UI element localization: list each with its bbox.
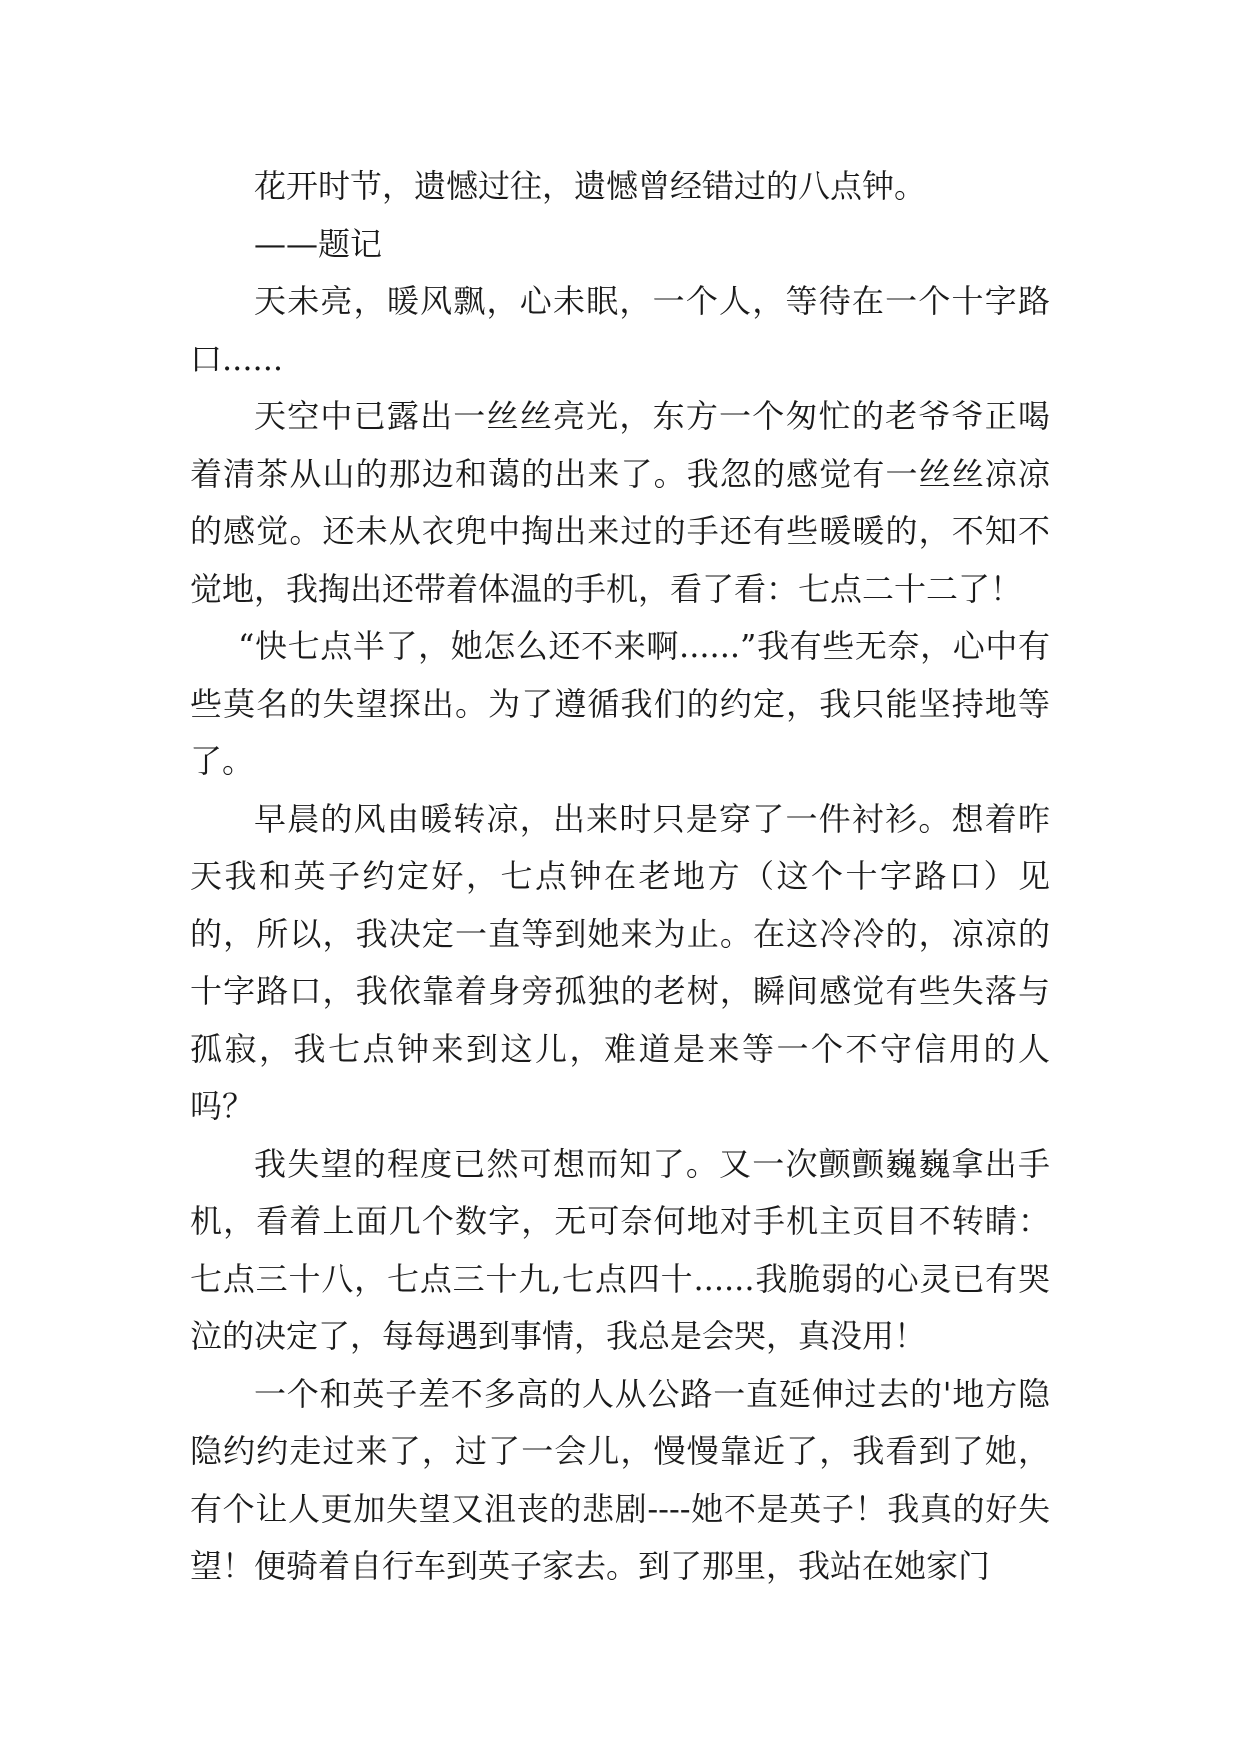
epigraph-attribution: ——题记 [254, 224, 383, 263]
paragraph: “快七点半了，她怎么还不来啊......”我有些无奈，心中有些莫名的失望探出。为了遵循我们的约定，我只能坚持地等了。 [190, 627, 1050, 780]
paragraph: 天空中已露出一丝丝亮光，东方一个匆忙的老爷爷正喝着清茶从山的那边和蔼的出来了。我忽的感觉有一丝丝凉凉的感觉。还未从衣兜中掏出来过的手还有些暖暖的，不知不觉地，我掏出还带着体温的手机，看了看：七点二十二了！ [190, 397, 1050, 608]
paragraph: 一个和英子差不多高的人从公路一直延伸过去的'地方隐隐约约走过来了，过了一会儿，慢慢靠近了，我看到了她，有个让人更加失望又沮丧的悲剧----她不是英子！我真的好失望！便骑着自行车到英子家去。到了那里，我站在她家门 [190, 1374, 1050, 1585]
paragraph: 天未亮，暖风飘，心未眠，一个人，等待在一个十字路口...... [190, 282, 1050, 378]
paragraph: 早晨的风由暖转凉，出来时只是穿了一件衬衫。想着昨天我和英子约定好，七点钟在老地方（这个十字路口）见的，所以，我决定一直等到她来为止。在这冷冷的，凉凉的十字路口，我依靠着身旁孤独的老树，瞬间感觉有些失落与孤寂，我七点钟来到这儿，难道是来等一个不守信用的人吗？ [190, 799, 1050, 1125]
paragraph: 我失望的程度已然可想而知了。又一次颤颤巍巍拿出手机，看着上面几个数字，无可奈何地对手机主页目不转睛：七点三十八，七点三十九,七点四十......我脆弱的心灵已有哭泣的决定了，每每遇到事情，我总是会哭，真没用！ [190, 1144, 1050, 1355]
essay-body [190, 158, 1050, 1596]
epigraph-line: 花开时节，遗憾过往，遗憾曾经错过的八点钟。 [254, 167, 927, 205]
